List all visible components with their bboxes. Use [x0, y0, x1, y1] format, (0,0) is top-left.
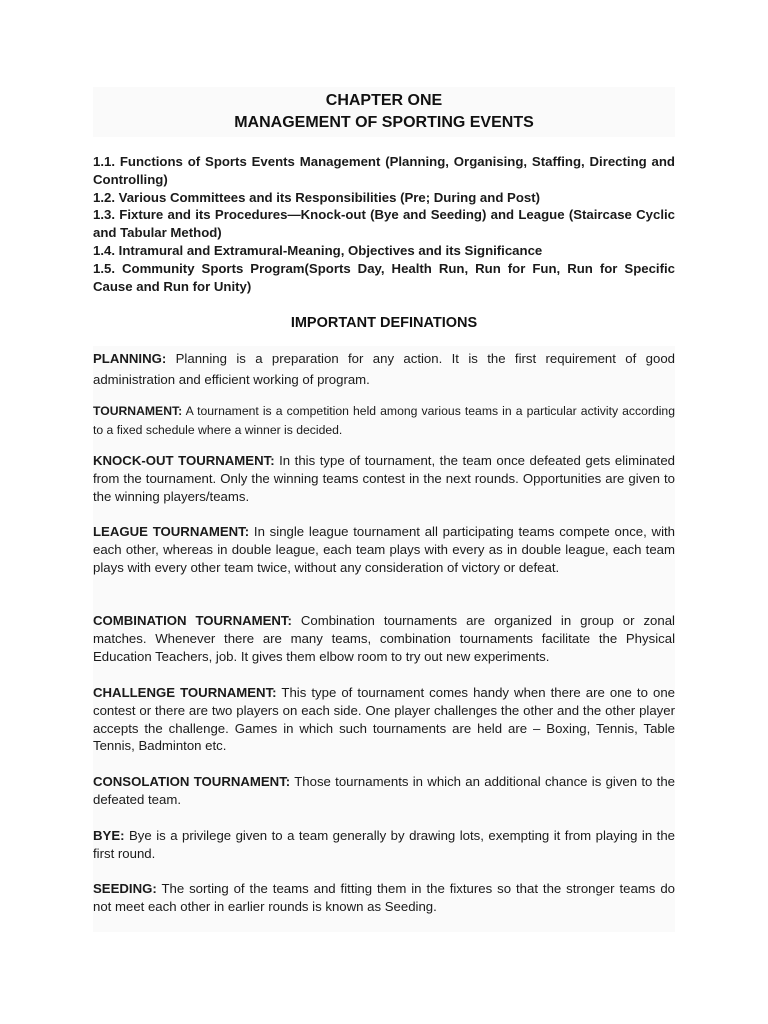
definition-text: In single league tournament all participating teams compete once, with each other, whereas in double league, each team plays with every as in double league, each team plays with every other team twice, without any consideration of victory or defeat. — [93, 524, 675, 575]
definition-league-tournament — [93, 523, 675, 576]
definition-text: Planning is a preparation for any action. It is the first requirement of good administration and efficient working of program. — [93, 351, 675, 387]
chapter-contents-list — [93, 153, 675, 295]
definition-term: LEAGUE TOURNAMENT: — [93, 524, 250, 539]
definition-term: BYE: — [93, 828, 125, 843]
definition-text: Bye is a privilege given to a team generally by drawing lots, exempting it from playing in the first round. — [93, 828, 675, 861]
definition-text: Those tournaments in which an additional chance is given to the defeated team. — [93, 774, 675, 807]
definition-term: SEEDING: — [93, 881, 157, 896]
definition-text: In this type of tournament, the team once defeated gets eliminated from the tournament. Only the winning teams contest in the next rounds. Opportunities are given to the winning players/teams. — [93, 453, 675, 504]
definitions-heading: IMPORTANT DEFINATIONS — [290, 315, 478, 331]
definition-seeding — [93, 880, 675, 916]
definition-term: COMBINATION TOURNAMENT: — [93, 613, 292, 628]
toc-item: 1.3. Fixture and its Procedures—Knock-out (Bye and Seeding) and League (Staircase Cyclic and Tabular Method) — [93, 207, 675, 241]
definition-planning — [93, 348, 675, 390]
definition-term: CHALLENGE TOURNAMENT: — [93, 685, 277, 700]
definition-text: Combination tournaments are organized in group or zonal matches. Whenever there are many teams, combination tournaments facilitate the Physical Education Teachers, job. It gives them elbow room to try out new experiments. — [93, 613, 675, 664]
definition-term: KNOCK-OUT TOURNAMENT: — [93, 453, 275, 468]
toc-item: 1.5. Community Sports Program(Sports Day, Health Run, Run for Fun, Run for Specific Cause and Run for Unity) — [93, 260, 675, 294]
chapter-subtitle: MANAGEMENT OF SPORTING EVENTS — [234, 114, 534, 131]
definition-term: PLANNING: — [93, 351, 167, 366]
definition-text: A tournament is a competition held among various teams in a particular activity according to a fixed schedule where a winner is decided. — [93, 404, 675, 437]
toc-item: 1.1. Functions of Sports Events Management (Planning, Organising, Staffing, Directing and Controlling) — [93, 154, 675, 187]
chapter-header — [93, 87, 675, 137]
definition-term: CONSOLATION TOURNAMENT: — [93, 774, 291, 789]
definition-consolation-tournament — [93, 773, 675, 809]
definition-term: TOURNAMENT: — [93, 404, 183, 418]
definition-tournament — [93, 402, 675, 440]
definitions-section — [93, 346, 675, 932]
definition-text: This type of tournament comes handy when there are one to one contest or there are two players on each side. One player challenges the other and the other player accepts the challenge. Games in which such tournaments are held are – Boxing, Tennis, Table Tennis, Badminton etc. — [93, 685, 675, 754]
toc-item: 1.4. Intramural and Extramural-Meaning, Objectives and its Significance — [93, 242, 543, 258]
toc-item: 1.2. Various Committees and its Responsibilities (Pre; During and Post) — [93, 189, 541, 205]
definition-combination-tournament — [93, 612, 675, 665]
definition-challenge-tournament — [93, 684, 675, 755]
definition-text: The sorting of the teams and fitting them in the fixtures so that the stronger teams do not meet each other in earlier rounds is known as Seeding. — [93, 881, 675, 914]
chapter-title: CHAPTER ONE — [325, 92, 443, 109]
definition-bye — [93, 827, 675, 863]
definition-knock-out-tournament — [93, 452, 675, 505]
